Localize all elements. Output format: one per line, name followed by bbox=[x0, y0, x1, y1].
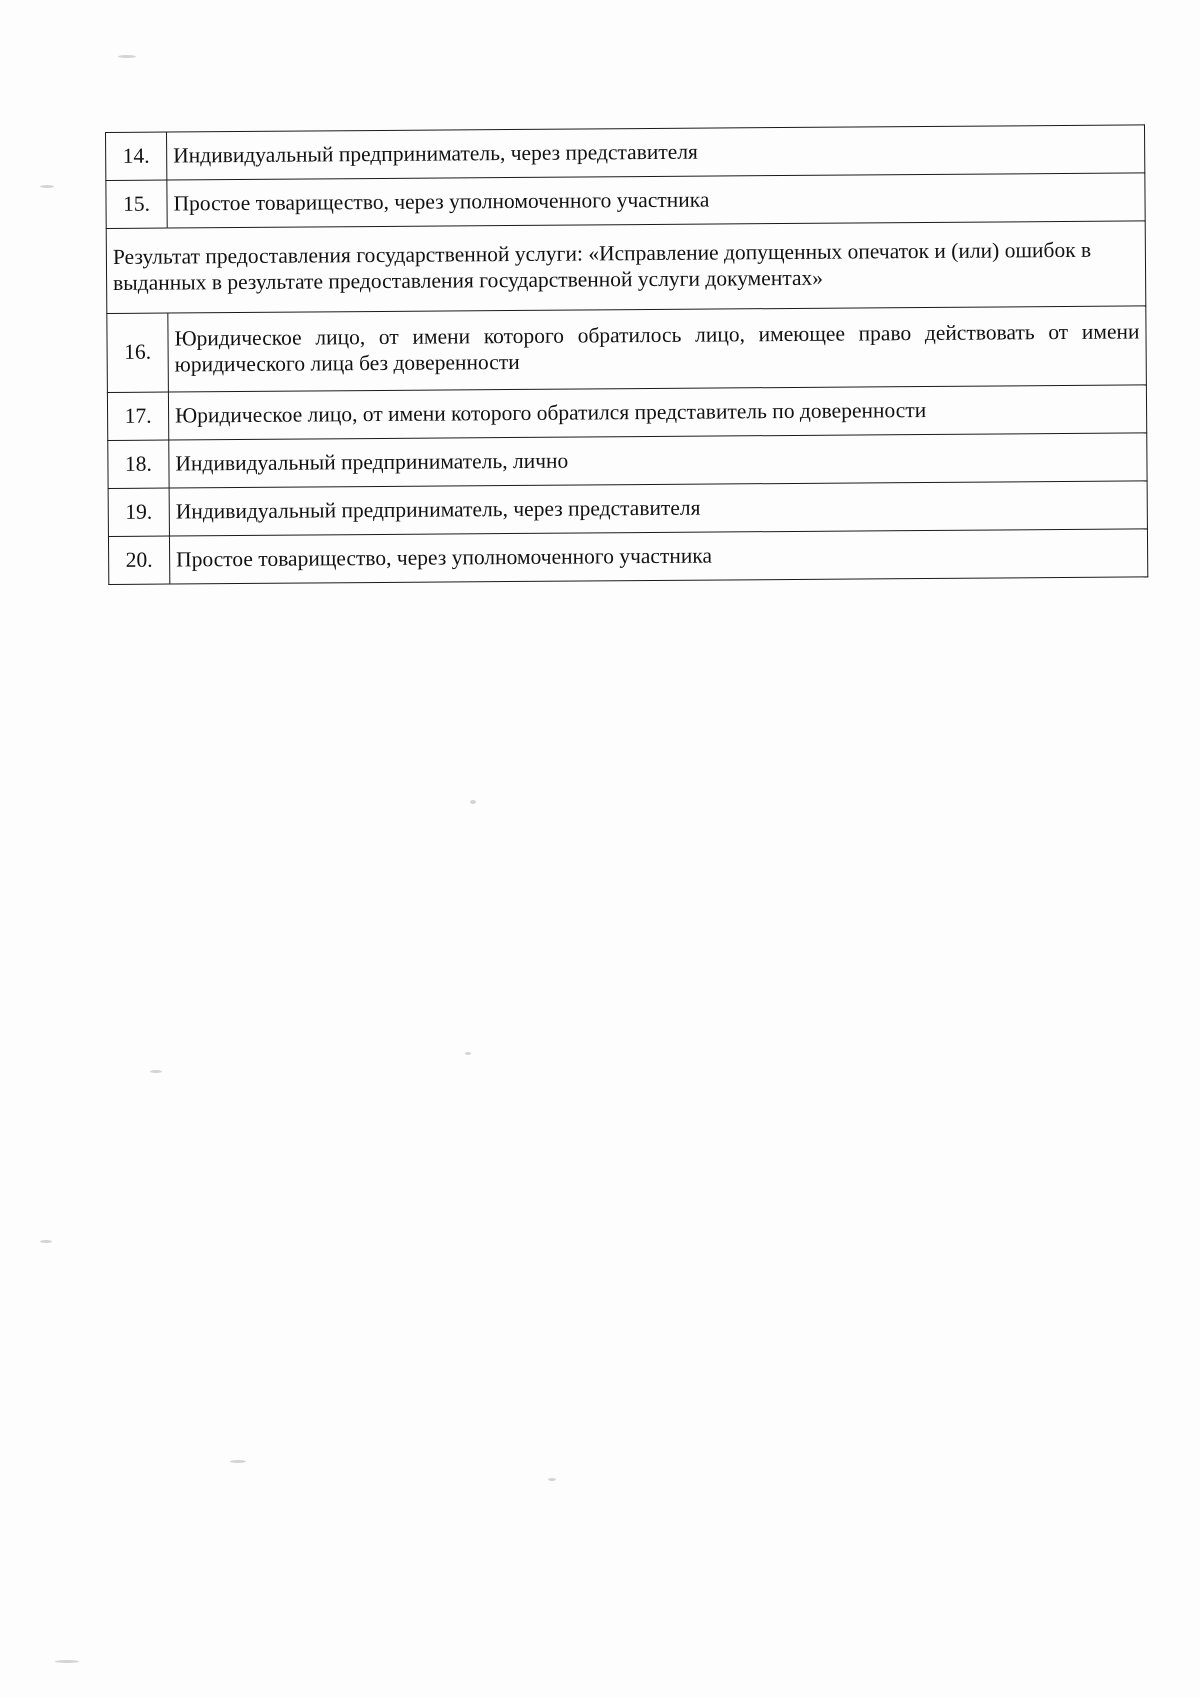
scan-speck bbox=[230, 1460, 246, 1463]
row-number: 16. bbox=[107, 313, 169, 392]
table-row bbox=[108, 529, 1147, 585]
table-row bbox=[106, 125, 1145, 181]
table-row bbox=[107, 306, 1147, 393]
row-number: 17. bbox=[107, 392, 168, 440]
row-text: Индивидуальный предприниматель, через представителя bbox=[169, 481, 1147, 536]
scan-speck bbox=[548, 1478, 556, 1481]
section-heading-row bbox=[106, 221, 1146, 314]
row-number: 20. bbox=[108, 536, 169, 584]
row-number: 15. bbox=[106, 180, 167, 228]
table-row bbox=[108, 481, 1147, 537]
scan-speck bbox=[465, 1052, 471, 1055]
section-heading: Результат предоставления государственной услуги: «Исправление допущенных опечаток и (или) ошибок в выданных в результате предоставления государственной услуги документах» bbox=[106, 221, 1146, 314]
row-text: Индивидуальный предприниматель, лично bbox=[169, 433, 1147, 488]
row-number: 18. bbox=[108, 440, 169, 488]
table-row bbox=[108, 433, 1147, 489]
applicant-categories-table bbox=[105, 124, 1148, 585]
scan-speck bbox=[40, 185, 54, 188]
row-text: Индивидуальный предприниматель, через представителя bbox=[167, 125, 1145, 180]
row-text: Простое товарищество, через уполномоченного участника bbox=[169, 529, 1147, 584]
scan-speck bbox=[55, 1660, 79, 1663]
row-number: 14. bbox=[106, 132, 167, 180]
row-text: Простое товарищество, через уполномоченного участника bbox=[167, 173, 1145, 228]
scan-speck bbox=[40, 1240, 52, 1243]
scan-speck bbox=[118, 55, 136, 58]
row-text: Юридическое лицо, от имени которого обратилось лицо, имеющее право действовать от имени юридического лица без доверенности bbox=[168, 306, 1147, 392]
scan-speck bbox=[150, 1070, 162, 1073]
table-row bbox=[107, 385, 1146, 441]
scan-speck bbox=[470, 800, 476, 804]
row-text: Юридическое лицо, от имени которого обратился представитель по доверенности bbox=[168, 385, 1146, 440]
table-row bbox=[106, 173, 1145, 229]
row-number: 19. bbox=[108, 488, 169, 536]
